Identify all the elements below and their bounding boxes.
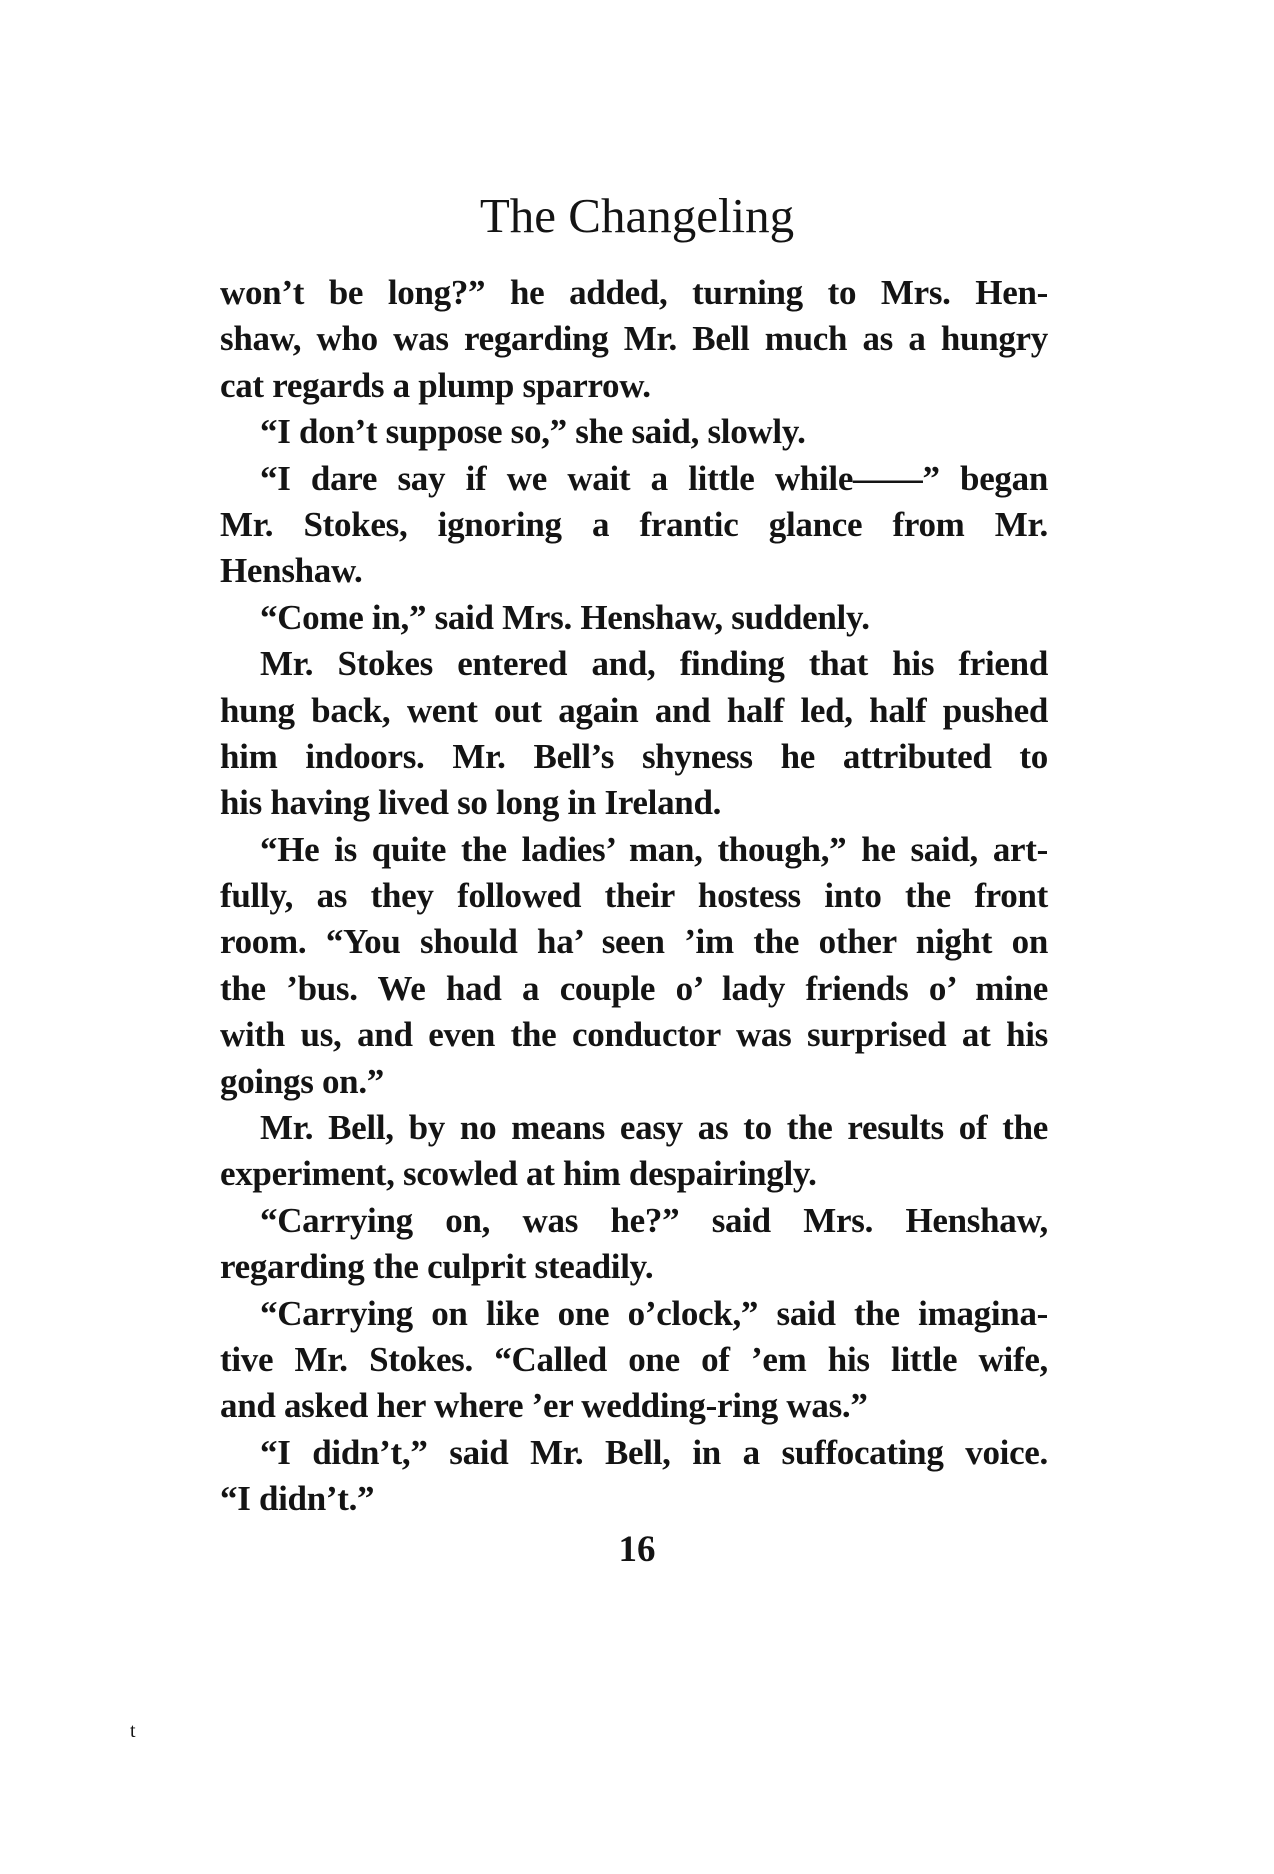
text-line: with us, and even the conductor was surprised at his <box>220 1015 1048 1055</box>
page-number: 16 <box>618 1529 656 1570</box>
text-line: “Carrying on, was he?” said Mrs. Henshaw, <box>260 1200 1048 1240</box>
text-line: “Come in,” said Mrs. Henshaw, suddenly. <box>260 597 870 637</box>
text-line: his having lived so long in Ireland. <box>220 783 722 823</box>
text-line: “He is quite the ladies’ man, though,” he said, art- <box>260 829 1048 869</box>
text-line: shaw, who was regarding Mr. Bell much as a hungry <box>220 319 1048 359</box>
text-line: “I didn’t.” <box>220 1479 375 1519</box>
text-line: won’t be long?” he added, turning to Mrs. Hen- <box>220 273 1048 312</box>
text-line: him indoors. Mr. Bell’s shyness he attributed to <box>220 736 1048 776</box>
text-line: Mr. Stokes, ignoring a frantic glance from Mr. <box>220 504 1048 544</box>
text-line: “I dare say if we wait a little while——” began <box>260 458 1048 498</box>
text-line: tive Mr. Stokes. “Called one of ’em his little wife, <box>220 1339 1048 1379</box>
body-text <box>220 270 1048 1523</box>
text-line: “I don’t suppose so,” she said, slowly. <box>260 412 806 452</box>
page-header: The Changeling <box>479 188 795 243</box>
text-line: hung back, went out again and half led, half pushed <box>220 690 1048 730</box>
text-line: Mr. Stokes entered and, finding that his friend <box>260 644 1048 684</box>
text-line: room. “You should ha’ seen ’im the other night on <box>220 922 1048 962</box>
text-line: goings on.” <box>220 1061 384 1101</box>
text-line: fully, as they followed their hostess into the front <box>220 876 1048 916</box>
text-line: experiment, scowled at him despairingly. <box>220 1154 817 1194</box>
corner-mark: t <box>130 1720 136 1742</box>
text-line: cat regards a plump sparrow. <box>220 365 651 405</box>
text-line: “I didn’t,” said Mr. Bell, in a suffocating voice. <box>260 1432 1048 1472</box>
text-line: Henshaw. <box>220 551 363 591</box>
text-line: regarding the culprit steadily. <box>220 1247 654 1287</box>
text-line: and asked her where ’er wedding-ring was.” <box>220 1386 868 1426</box>
text-line: the ’bus. We had a couple o’ lady friends o’ mine <box>220 968 1048 1008</box>
text-line: “Carrying on like one o’clock,” said the imagina- <box>260 1293 1048 1333</box>
text-line: Mr. Bell, by no means easy as to the results of the <box>260 1108 1048 1148</box>
